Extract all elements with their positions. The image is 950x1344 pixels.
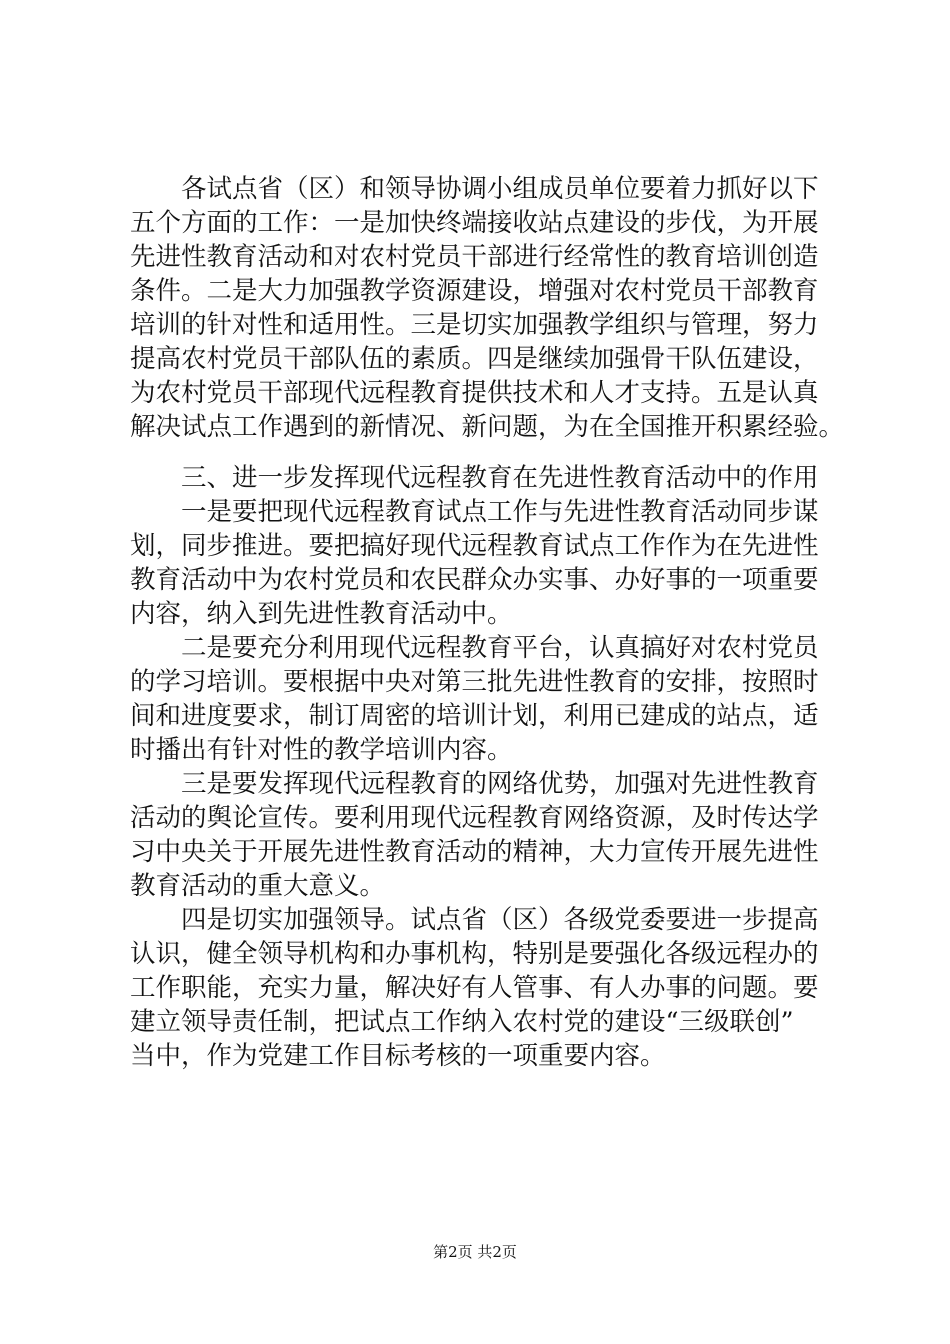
paragraph-4 <box>130 767 842 903</box>
text-line: 内容，纳入到先进性教育活动中。 <box>130 599 513 629</box>
text-line: 划，同步推进。要把搞好现代远程教育试点工作作为在先进性 <box>130 531 819 561</box>
text-line: 间和进度要求，制订周密的培训计划，利用已建成的站点，适 <box>130 701 819 731</box>
text-line: 先进性教育活动和对农村党员干部进行经常性的教育培训创造 <box>130 242 819 272</box>
text-line: 提高农村党员干部队伍的素质。四是继续加强骨干队伍建设， <box>130 344 819 374</box>
paragraph-3 <box>130 631 842 767</box>
text-line: 三是要发挥现代远程教育的网络优势，加强对先进性教育 <box>181 769 819 799</box>
paragraph-5 <box>130 903 842 1073</box>
text-line: 一是要把现代远程教育试点工作与先进性教育活动同步谋 <box>181 497 819 527</box>
text-line: 习中央关于开展先进性教育活动的精神，大力宣传开展先进性 <box>130 837 819 867</box>
text-line: 活动的舆论宣传。要利用现代远程教育网络资源，及时传达学 <box>130 803 819 833</box>
document-body <box>130 172 845 1073</box>
section-heading: 三、进一步发挥现代远程教育在先进性教育活动中的作用 <box>181 463 819 493</box>
text-line: 教育活动中为农村党员和农民群众办实事、办好事的一项重要 <box>130 565 819 595</box>
text-line: 四是切实加强领导。试点省（区）各级党委要进一步提高 <box>181 905 819 935</box>
text-line: 认识，健全领导机构和办事机构，特别是要强化各级远程办的 <box>130 939 819 969</box>
text-line: 为农村党员干部现代远程教育提供技术和人才支持。五是认真 <box>130 378 819 408</box>
paragraph-1 <box>130 172 845 444</box>
text-line: 当中，作为党建工作目标考核的一项重要内容。 <box>130 1041 666 1071</box>
paragraph-spacer <box>130 444 842 461</box>
text-line: 各试点省（区）和领导协调小组成员单位要着力抓好以下 <box>181 174 819 204</box>
text-line: 培训的针对性和适用性。三是切实加强教学组织与管理，努力 <box>130 310 819 340</box>
text-line: 建立领导责任制，把试点工作纳入农村党的建设“三级联创” <box>130 1007 794 1037</box>
text-line: 时播出有针对性的教学培训内容。 <box>130 735 513 765</box>
page-number-footer: 第2页 共2页 <box>433 1243 517 1261</box>
text-line: 解决试点工作遇到的新情况、新问题，为在全国推开积累经验。 <box>130 412 845 442</box>
text-line: 教育活动的重大意义。 <box>130 871 386 901</box>
text-line: 五个方面的工作：一是加快终端接收站点建设的步伐，为开展 <box>130 208 819 238</box>
paragraph-2 <box>130 495 842 631</box>
text-line: 二是要充分利用现代远程教育平台，认真搞好对农村党员 <box>181 633 819 663</box>
text-line: 的学习培训。要根据中央对第三批先进性教育的安排，按照时 <box>130 667 819 697</box>
text-line: 条件。二是大力加强教学资源建设，增强对农村党员干部教育 <box>130 276 819 306</box>
text-line: 工作职能，充实力量，解决好有人管事、有人办事的问题。要 <box>130 973 819 1003</box>
